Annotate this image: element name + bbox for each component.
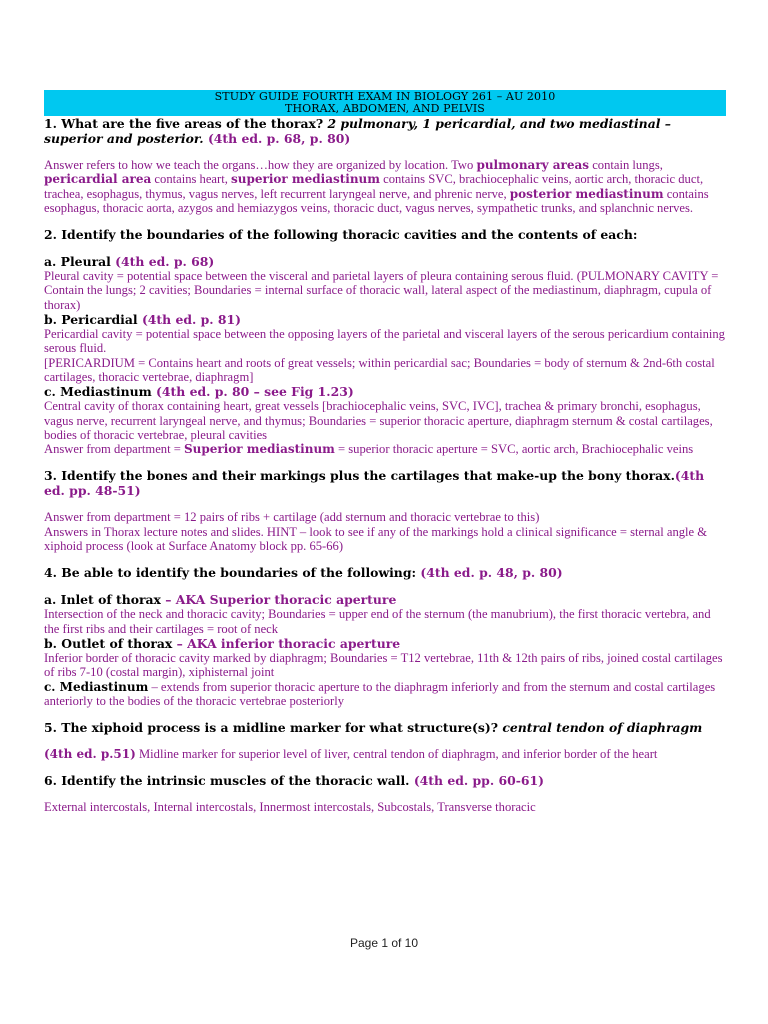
question-1-ref: (4th ed. p. 68, p. 80) [207, 131, 351, 146]
title-line-2: THORAX, ABDOMEN, AND PELVIS [285, 102, 485, 115]
q4-b-aka: – AKA inferior thoracic aperture [172, 635, 401, 651]
q1-body-term: pulmonary areas [476, 158, 590, 172]
q2-c-dept-bold: Superior mediastinum [184, 442, 335, 457]
question-6 [44, 773, 726, 788]
question-5-text: 5. The xiphoid process is a midline marker for what structure(s)? [44, 720, 499, 736]
q1-body-text: contains esophagus, thoracic aorta, azygos and hemiazygos veins, thoracic duct, vagus nerves, sympathetic trunks, and splanchnic nerves. [44, 186, 709, 215]
q4-a-text: Intersection of the neck and thoracic cavity; Boundaries = upper end of the sternum (the manubrium), the first thoracic vertebra, and the first ribs and their cartilages = root of neck [44, 607, 711, 636]
question-3-ref: (4th ed. pp. 48-51) [44, 468, 705, 499]
q2-b-ref: (4th ed. p. 81) [141, 312, 242, 328]
question-1 [44, 116, 726, 146]
q2-c-ref: (4th ed. p. 80 – see Fig 1.23) [156, 384, 354, 400]
q4-c-text: – extends from superior thoracic aperture to the diaphragm inferiorly and from the sternum and costal cartilages anteriorly to the bodies of the thoracic vertebrae posteriorly [44, 679, 716, 708]
q2-b-text-2: [PERICARDIUM = Contains heart and roots of great vessels; within pericardial sac; Boundaries = body of sternum & 2nd-6th costal cartilages, thoracic vertebrae, diaphragm] [44, 355, 715, 384]
question-3-text: 3. Identify the bones and their markings plus the cartilages that make-up the bony thorax. [44, 468, 675, 484]
q2-a-heading [44, 254, 726, 269]
q2-b-text-1: Pericardial cavity = potential space between the opposing layers of the parietal and visceral layers of the serous pericardium containing serous fluid. [44, 327, 725, 356]
q5-ref: (4th ed. p.51) [44, 747, 136, 762]
page-number: Page 1 of 10 [349, 936, 419, 950]
q6-text: External intercostals, Internal intercostals, Innermost intercostals, Subcostals, Transverse thoracic [44, 800, 536, 815]
q1-body-term: posterior mediastinum [509, 186, 664, 201]
q2-c-dept-post: = superior thoracic aperture = SVC, aortic arch, Brachiocephalic veins [334, 442, 694, 457]
q2-a-text: Pleural cavity = potential space between the visceral and parietal layers of pleura containing serous fluid. (PULMONARY CAVITY = Contain the lungs; 2 cavities; Boundaries = internal surface of thoracic wall, lateral aspect of the mediastinum, diaphragm, cupula of thorax) [44, 269, 719, 312]
question-4 [44, 565, 726, 580]
question-6-text: 6. Identify the intrinsic muscles of the thoracic wall. [44, 773, 410, 789]
question-5-answer: central tendon of diaphragm [502, 720, 703, 736]
q1-body-text: contains SVC, brachiocephalic veins, aortic arch, thoracic duct, trachea, esophagus, thymus, vagus nerves, left recurrent laryngeal nerve, and phrenic nerve, [44, 172, 704, 201]
title-banner [44, 90, 726, 116]
q2-b-label: b. Pericardial [44, 312, 138, 328]
question-6-ref: (4th ed. pp. 60-61) [413, 773, 544, 789]
q3-text-1: Answer from department = 12 pairs of ribs + cartilage (add sternum and thoracic vertebrae to this) [44, 510, 540, 525]
q4-a-label: a. Inlet of thorax [44, 592, 161, 608]
q4-b-text: Inferior border of thoracic cavity marked by diaphragm; Boundaries = T12 vertebrae, 11th & 12th pairs of ribs, joined costal cartilages of ribs 7-10 (costal margin), xiphisternal joint [44, 650, 723, 680]
q4-c-label: c. Mediastinum [44, 679, 149, 694]
q4-a-heading [44, 592, 726, 607]
question-4-text: 4. Be able to identify the boundaries of the following: [44, 565, 417, 581]
q2-c-text: Central cavity of thorax containing heart, great vessels [brachiocephalic veins, SVC, IVC], trachea & primary bronchi, esophagus, vagus nerve, recurrent laryngeal nerve, and thymus; Boundaries = superior thoracic aperture, diaphragm sternum & costal cartilages, bodies of thoracic vertebrae, pleural cavities [44, 399, 713, 442]
q3-text-2: Answers in Thorax lecture notes and slides. HINT – look to see if any of the markings hold a clinical significance = sternal angle & xiphoid process (look at Surface Anatomy block pp. 65-66) [44, 524, 708, 554]
title-line-1: STUDY GUIDE FOURTH EXAM IN BIOLOGY 261 – AU 2010 [214, 90, 556, 103]
q1-body-term: pericardial area [44, 172, 152, 187]
q2-a-ref: (4th ed. p. 68) [115, 254, 215, 270]
q1-body-text: contain lungs, [589, 158, 663, 172]
q1-body-term: superior mediastinum [231, 172, 380, 187]
q2-c-department [44, 442, 726, 456]
q4-b-label: b. Outlet of thorax [44, 635, 173, 651]
q1-body-text: contains heart, [151, 172, 232, 187]
q2-c-heading [44, 384, 726, 399]
question-2: 2. Identify the boundaries of the following thoracic cavities and the contents of each: [44, 227, 638, 243]
question-5 [44, 720, 726, 735]
q4-b-heading [44, 636, 726, 651]
q5-text: Midline marker for superior level of liver, central tendon of diaphragm, and inferior border of the heart [135, 747, 658, 762]
q2-c-dept-pre: Answer from department = [44, 442, 184, 457]
q5-body [44, 747, 726, 761]
question-1-text: 1. What are the five areas of the thorax? [44, 116, 324, 131]
q4-a-aka: – AKA Superior thoracic aperture [160, 592, 397, 608]
q2-b-heading [44, 312, 726, 327]
question-3 [44, 468, 726, 498]
question-1-body [44, 158, 726, 215]
question-4-ref: (4th ed. p. 48, p. 80) [420, 565, 563, 581]
document-page [44, 90, 726, 815]
q2-c-label: c. Mediastinum [44, 384, 152, 400]
q4-c-paragraph [44, 680, 726, 709]
question-1-answer: 2 pulmonary, 1 pericardial, and two mediastinal – superior and posterior. [44, 116, 671, 146]
q1-body-text: Answer refers to how we teach the organs…how they are organized by location. Two [44, 158, 477, 172]
q2-a-label: a. Pleural [44, 254, 111, 270]
